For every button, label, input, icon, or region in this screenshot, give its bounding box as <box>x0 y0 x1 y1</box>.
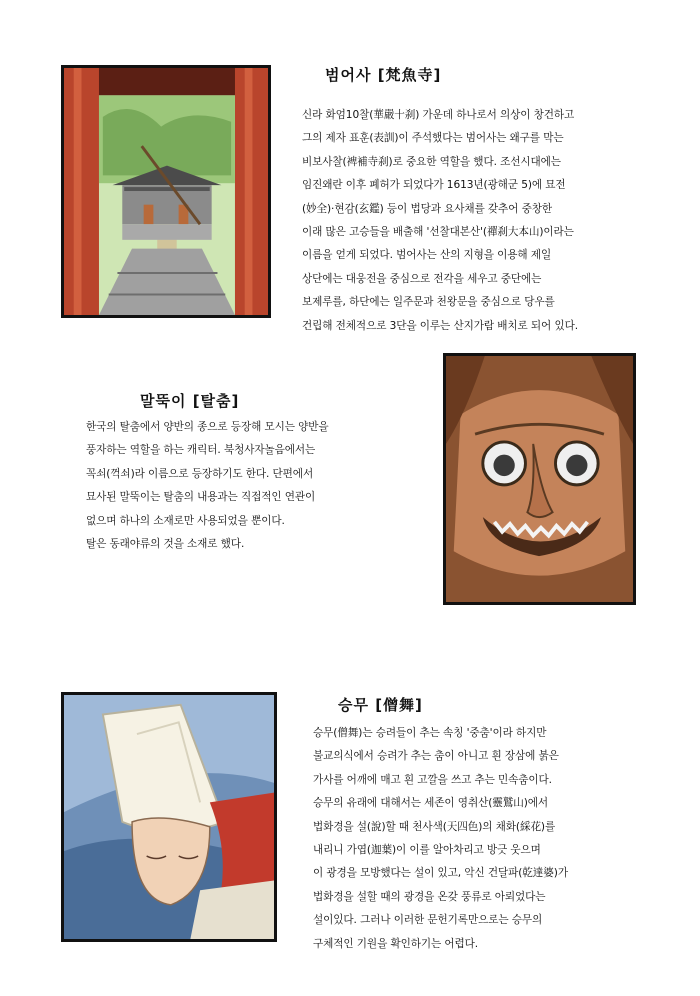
temple-gate-illustration <box>61 65 271 318</box>
section-title-beomeosa: 범어사 [梵魚寺] <box>325 66 442 84</box>
section-title-seungmu: 승무 [僧舞] <box>338 696 423 714</box>
seungmu-dancer-illustration <box>61 692 277 942</box>
section-text-beomeosa: 신라 화엄10찰(華嚴十刹) 가운데 하나로서 의상이 창건하고 그의 제자 표훈(表訓)이 주석했다는 범어사는 왜구를 막는 비보사찰(裨補寺刹)로 중요한 역할을 했다. 조선시대에는 임진왜란 이후 폐허가 되었다가 1613년(광해군 5)에 묘전 (妙全)·현감(玄鑑) 등이 법당과 요사채를 갖추어 중창한 이래 많은 고승들을 배출해 '선찰대본산'(禪刹大本山)이라는 이름을 얻게 되었다. 범어사는 산의 지형을 이용해 제일 상단에는 대웅전을 중심으로 전각을 세우고 중단에는 보제루를, 하단에는 일주문과 천왕문을 중심으로 당우를 건립해 전체적으로 3단을 이루는 산지가람 배치로 되어 있다. <box>302 109 578 332</box>
section-title-maltugi: 말뚝이 [탈춤] <box>140 392 240 410</box>
section-text-maltugi: 한국의 탈춤에서 양반의 종으로 등장해 모시는 양반을 풍자하는 역할을 하는 캐릭터. 북청사자놀음에서는 꼭쇠(꺽쇠)라 이름으로 등장하기도 한다. 단편에서 묘사된 말뚝이는 탈춤의 내용과는 직접적인 연관이 없으며 하나의 소재로만 사용되었을 뿐이다. 탈은 동래야류의 것을 소재로 했다. <box>86 421 329 551</box>
maltugi-mask-illustration <box>443 353 636 605</box>
section-text-seungmu: 승무(僧舞)는 승려들이 추는 속칭 '중춤'이라 하지만 불교의식에서 승려가 추는 춤이 아니고 흰 장삼에 붉은 가사를 어깨에 매고 흰 고깔을 쓰고 추는 민속춤이다. 승무의 유래에 대해서는 세존이 영취산(靈鷲山)에서 법화경을 설(說)할 때 천사색(天四色)의 채화(綵花)를 내리니 가엽(迦葉)이 이를 알아차리고 방긋 웃으며 이 광경을 모방했다는 설이 있고, 악신 건달파(乾達婆)가 법화경을 설할 때의 광경을 온갖 풍류로 아뢰었다는 설이있다. 그러나 이러한 문헌기록만으로는 승무의 구체적인 기원을 확인하기는 어렵다. <box>313 727 568 950</box>
